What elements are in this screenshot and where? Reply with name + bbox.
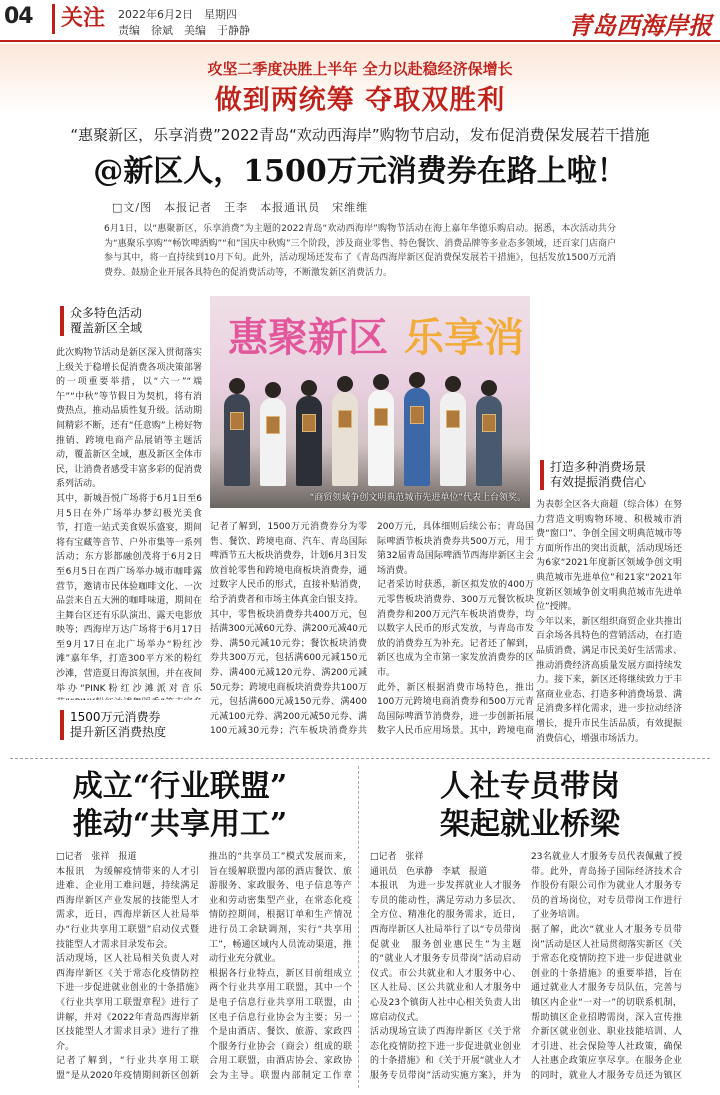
campaign-banner [0,44,720,114]
section-b-continued [536,296,682,454]
editors-line: 责编 徐斌 美编 于静静 [118,24,250,37]
article-2-title-2: 推动“共享用工” [72,807,288,842]
banner-line-2: 做到两统筹 夺取双胜利 [214,85,506,116]
section-divider [10,758,710,759]
article-3-headline [390,768,670,844]
section-a-heading [60,306,200,336]
newspaper-logo: 青岛西海岸报 [568,11,712,40]
section-b-body: 记者了解到，1500万元消费券分为零售、餐饮、跨境电商、汽车、青岛国际啤酒节五大板块消费券，计划6月3日发放首轮零售和跨境电商板块消费券，通过数字人民币的形式，直接补贴消费，给予消费者和市场主体真金白银支持。 其中，零售板块消费券共400万元，包括满300元减60元券、满200元减40元券、满50元减10元券；餐饮板块消费券共300万元，包括满600元减150元券、满400元减120元券、满200元减50元券；跨境电商板块消费券共100万元，包括满600元减150元券、满400元减100元券、满200元减50元券、满100元减30元券；汽车板块消费券共200万元，具体细则后续公布；青岛国际啤酒节板块消费券共500万元，用于第32届青岛国际啤酒节西海岸新区主会场消费。 记者采访时获悉，新区拟发放的400万元零售板块消费券、300万元餐饮板块消费券和200万元汽车板块消费券，均以数字人民币的形式发放，与青岛市发放的消费券互为补充。记者还了解到，新区也成为全市第一家发放消费券的区市。 此外，新区根据消费市场特色，推出100万元跨境电商消费券和500万元青岛国际啤酒节消费券，进一步创新拓展数字人民币应用场景。其中，跨境电商 [210,522,534,737]
article-2-title-1: 成立“行业联盟” [72,769,288,804]
article-2-body: □记者 张祥 报道 本报讯 为缓解疫情带来的人才引进难、企业用工难问题，持续满足西海岸新区产业发展的技能型人才需求，近日，西海岸新区人社局举办“行业共享用工联盟”启动仪式暨技能型人才需求目录发布会。 活动现场，区人社局相关负责人对西海岸新区《关于常态化疫情防控下进一步促进就业创业的十条措施》《行业共享用工联盟章程》进行了讲解，并对《2022年青岛西海岸新区技能型人才需求目录》进行了推介。 记者了解到，“行业共享用工联盟”是从2020年疫情期间新区创新推出的“共享员工”模式发展而来，旨在缓解联盟内部的酒店餐饮、旅游服务、家政服务、电子信息等产业和劳动密集型产业，在常态化疫情防控期间，根据订单和生产情况进行员工余缺调剂，实行“共享用工”，畅通区域内人员流动渠道，推动行业充分就业。 根据各行业特点，新区目前组成立两个行业共享用工联盟，其中一个是电子信息行业共享用工联盟，由区电子信息行业协会为主要；另一个是由酒店、餐饮、旅游、家政四个服务行业协会（商会）组成的联合用工联盟，由酒店协会、家政协会为主导。联盟内部制定工作章 [56,852,352,1081]
article-2-headline [40,768,320,844]
article-3-body: □记者 张祥 通讯员 色承静 李斌 报道 本报讯 为进一步发挥就业人才服务专员的能动性，满足劳动力多层次、全方位、精准化的服务需求，近日，西海岸新区人社局举行了以“专员带岗促就业 服务创业惠民生”为主题的“就业人才服务专员带岗”活动启动仪式。市公共就业和人才服务中心、区人社局、区公共就业和人才服务中心及23个镇街人社中心相关负责人出席启动仪式。 活动现场宣读了西海岸新区《关于常态化疫情防控下进一步促进就业创业的十条措施》和《关于开展“就业人才服务专员带岗”活动实施方案》，并为23名就业人才服务专员代表佩戴了授带。此外，青岛扬子国际经济技术合作股份有限公司作为就业人才服务专员的首场岗位，对专员带岗工作进行了业务培训。 据了解，此次“就业人才服务专员带岗”活动是区人社局贯彻落实新区《关于常态化疫情防控下进一步促进就业创业的十条措施》的重要举措，旨在通过就业人才服务专员队伍，完善与镇区内企业“一对一”的切联系机制，帮助镇区企业招聘需岗，深入宣传推介新区就业创业、职业技能培训、人才引进、社会保险等人社政策，确保人社惠企政策应享尽享。在服务企业的同时，就业人才服务专员还为镇区 [370,852,682,1081]
person-figure [332,392,358,486]
photo-sign-right: 乐享消 [404,314,524,361]
section-a-body: 此次购物节活动是新区深入贯彻落实上级关于稳增长促消费各项决策部署的一项重要举措，以“六一”“端午”“中秋”等节假日为契机，将有消费热点，推动品质性复升级。活动期间精彩不断，还有“任意购”上榜好物推销、跨境电商产品展销等主题活动，覆盖新区全域，惠及新区全体市民，让消费者感受丰富多彩的促消费系列活动。 其中，新城吾悦广场将于6月1日至6月5日在外广场举办梦幻极光美食节，打造一站式美食娱乐盛宴，期间将有宝藏等音节、户外市集等一系列活动；东方影都融创茂将于6月2日至6月5日在西广场举办城市咖啡露营节，邀请市民体验咖啡文化、一次品尝来自五大洲的咖啡味道，期间在主舞台区还有乐队演出、露天电影放映等；西海岸万达广场将于6月17日至9月17日在北广场举办“粉红沙滩”嘉年华，打造300平方米的粉红沙滩，营造夏日海滨氛围，并在夜间举办“PINK粉红沙滩派对音乐 [56,348,202,694]
section-b-title-1: 1500万元消费券 [70,710,161,724]
person-figure [404,388,430,486]
person-figure [260,398,286,486]
photo-caption: “商贸领域争创文明典范城市先进单位”代表上台领奖。 [309,493,526,503]
page-number: 04 [4,4,33,29]
header-rule [0,40,720,42]
photo-sign-left: 惠聚新区 [228,314,388,361]
lede-paragraph: 6月1日，以“惠聚新区，乐享消费”为主题的2022青岛“欢动西海岸”购物节活动在海上嘉年华德乐购启动。据悉，本次活动共分为“惠聚乐享购”“畅饮啤酒购”“和”国庆中秋购”三个阶段，涉及商业零售、特色餐饮、消费品牌等多业态多领域，还百家门店商户参与其中，将一直持续到10月下旬。此外，活动现场还发布了《青岛西海岸新区促消费保发展若干措施》，包括发放1500万元消费券、鼓励企业开展各具特色的促消费活动等，不断激发新区消费活力。 [104,224,616,278]
section-c-title-2: 有效提振消费信心 [550,475,647,489]
person-figure [296,396,322,486]
page-header [0,0,720,44]
subheadline: “惠聚新区，乐享消费”2022青岛“欢动西海岸”购物节启动，发布促消费保发展若干措施 [70,126,650,144]
date-line: 2022年6月2日 星期四 [118,8,237,21]
person-figure [368,390,394,486]
article-3-title-2: 架起就业桥梁 [440,807,620,842]
person-figure [224,394,250,486]
section-b-title-2: 提升新区消费热度 [70,725,167,739]
section-b-heading [60,710,200,740]
section-label: 关注 [52,4,106,34]
byline: □文/图 本报记者 王李 本报通讯员 宋维维 [112,201,369,214]
headline: @新区人，1500万元消费券在路上啦！ [93,154,627,189]
banner-line-1: 攻坚二季度决胜上半年 全力以赴稳经济保增长 [207,60,513,78]
person-figure [476,396,502,486]
article-3-title-1: 人社专员带岗 [440,769,620,804]
person-figure [440,392,466,486]
section-a-title-2: 覆盖新区全域 [70,321,143,335]
section-c-title-1: 打造多种消费场景 [550,460,647,474]
section-c-heading [540,460,680,490]
section-a-title-1: 众多特色活动 [70,306,143,320]
event-photo [210,296,530,508]
column-divider [358,766,359,1088]
section-c-body: 为表彰全区各大商超（综合体）在努力营造文明购物环境、积极城市消费“窗口”、争创全国文明典范城市等方面所作出的突出贡献，活动现场还为6家“2021年度新区领域争创文明典范城市先进单位”和21家“2021年度新区领域争创文明典范城市先进单位”授牌。 今年以来，新区组织商贸企业共推出百余场各具特色的营销活动，在打造品质消费、满足市民美好生活需求、推动消费经济高质量发展方面持续发力。接下来，新区还将继续致力于丰富商业业态、打造多种消费场景、满足消费多样化需求，进一步拉动经济增长，提升市民生活品质，有效提振消费信心，增强市场活力。 [536,500,682,744]
